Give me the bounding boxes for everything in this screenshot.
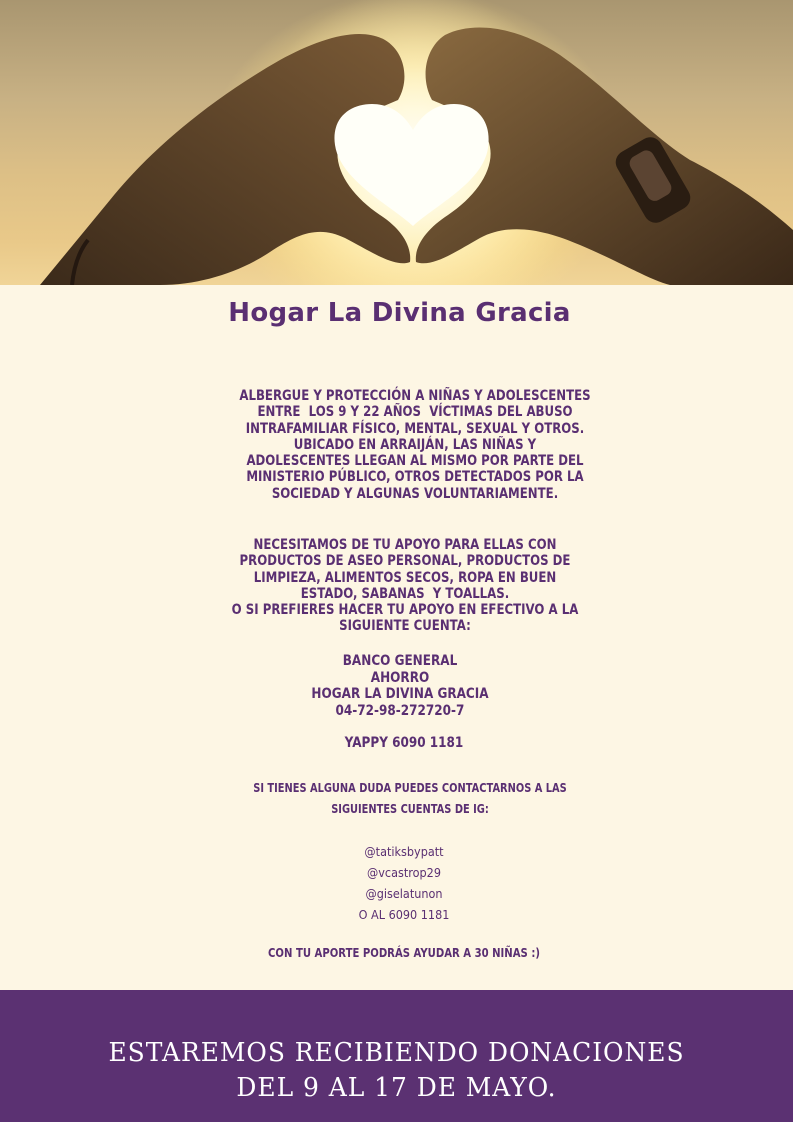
instagram-handle: @giselatunon [365,886,443,901]
text-line: O SI PREFIERES HACER TU APOYO EN EFECTIVO A LA [231,602,579,619]
footer-line: ESTAREMOS RECIBIENDO DONACIONES [108,1038,685,1068]
text-line: INTRAFAMILIAR FÍSICO, MENTAL, SEXUAL Y OTROS. [245,420,585,437]
support-request-paragraph [191,537,619,635]
text-line: MINISTERIO PÚBLICO, OTROS DETECTADOS POR LA [246,469,584,486]
account-number: 04-72-98-272720-7 [335,702,465,719]
yappy-number: YAPPY 6090 1181 [344,735,464,751]
text-line: LIMPIEZA, ALIMENTOS SECOS, ROPA EN BUEN [253,569,557,586]
text-line: PRODUCTOS DE ASEO PERSONAL, PRODUCTOS DE [239,553,571,570]
instagram-handle: @tatiksbypatt [364,844,444,859]
account-holder: HOGAR LA DIVINA GRACIA [311,686,489,702]
text-line: SIGUIENTES CUENTAS DE IG: [331,802,489,816]
bank-details [194,653,607,719]
text-line: ENTRE LOS 9 Y 22 AÑOS VÍCTIMAS DEL ABUSO [257,404,573,421]
text-line: SI TIENES ALGUNA DUDA PUEDES CONTACTARNOS A LAS [253,781,567,795]
text-line: UBICADO EN ARRAIJÁN, LAS NIÑAS Y [293,436,537,453]
instagram-handles [269,841,539,925]
footer-line: DEL 9 AL 17 DE MAYO. [236,1073,557,1103]
heart-hands-image [0,0,793,285]
instagram-handle: @vcastrop29 [367,865,441,880]
text-line: NECESITAMOS DE TU APOYO PARA ELLAS CON [253,537,557,553]
hero-photo [0,0,793,285]
text-line: ALBERGUE Y PROTECCIÓN A NIÑAS Y ADOLESCENTES [239,388,591,404]
closing-message: CON TU APORTE PODRÁS AYUDAR A 30 NIÑAS :) [268,946,540,960]
text-line: ADOLESCENTES LLEGAN AL MISMO POR PARTE DEL [246,453,584,470]
account-type: AHORRO [370,669,430,686]
text-line: SOCIEDAD Y ALGUNAS VOLUNTARIAMENTE. [271,485,559,502]
page-title: Hogar La Divina Gracia [228,298,571,328]
contact-intro [189,778,632,820]
bank-name: BANCO GENERAL [342,653,458,669]
contact-phone: O AL 6090 1181 [358,907,450,922]
description-paragraph [201,388,629,502]
text-line: SIGUIENTE CUENTA: [339,618,471,635]
text-line: ESTADO, SABANAS Y TOALLAS. [300,585,510,602]
donation-dates [16,1036,777,1106]
